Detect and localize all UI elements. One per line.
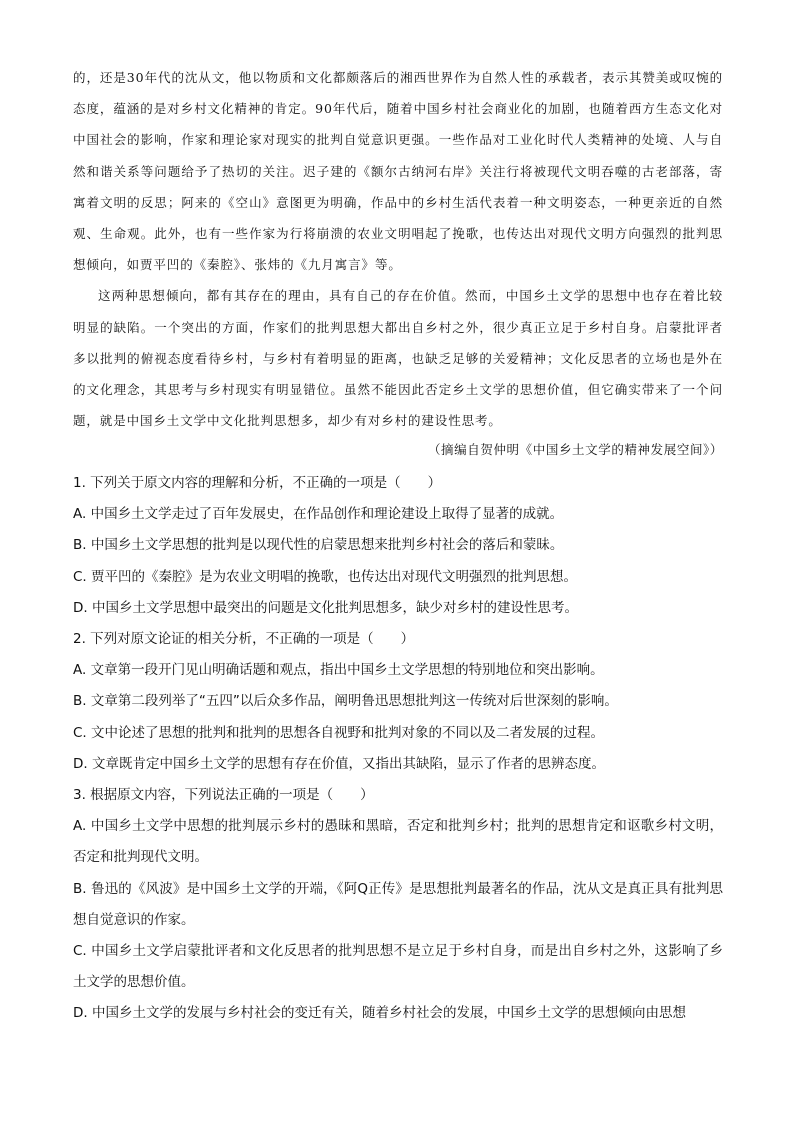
question-3-stem: 3. 根据原文内容，下列说法正确的一项是（ ） bbox=[73, 787, 374, 804]
question-2-option-c: C. 文中论述了思想的批判和批判的思想各自视野和批判对象的不同以及二者发展的过程。 bbox=[73, 724, 605, 741]
question-2-stem: 2. 下列对原文论证的相关分析，不正确的一项是（ ） bbox=[73, 631, 415, 648]
question-3-option-c: C. 中国乡土文学启蒙批评者和文化反思者的批判思想不是立足于乡村自身，而是出自乡村之外，这影响了乡土文学的思想价值。 bbox=[73, 943, 723, 991]
question-1-option-a: A. 中国乡土文学走过了百年发展史，在作品创作和理论建设上取得了显著的成就。 bbox=[73, 506, 564, 523]
reading-passage bbox=[73, 62, 723, 436]
question-1 bbox=[73, 468, 723, 624]
passage-source: （摘编自贺仲明《中国乡土文学的精神发展空间》） bbox=[427, 442, 723, 457]
passage-paragraph-1: 的，还是30年代的沈从文，他以物质和文化都颇落后的湘西世界作为自然人性的承载者，表示其赞美或叹惋的态度，蕴涵的是对乡村文化精神的肯定。90年代后，随着中国乡村社会商业化的加剧，也随着西方生态文化对中国社会的影响，作家和理论家对现实的批判自觉意识更强。一些作品对工业化时代人类精神的处境、人与自然和谐关系等问题给予了热切的关注。迟子建的《额尔古纳河右岸》关注行将被现代文明吞噬的古老部落，寄寓着文明的反思；阿来的《空山》意图更为明确，作品中的乡村生活代表着一种文明姿态，一种更亲近的自然观、生命观。此外，也有一些作家为行将崩溃的农业文明唱起了挽歌，也传达出对现代文明方向强烈的批判思想倾向，如贾平凹的《秦腔》、张炜的《九月寓言》等。 bbox=[73, 70, 723, 273]
question-1-option-b: B. 中国乡土文学思想的批判是以现代性的启蒙思想来批判乡村社会的落后和蒙昧。 bbox=[73, 537, 564, 554]
question-2-option-a: A. 文章第一段开门见山明确话题和观点，指出中国乡土文学思想的特别地位和突出影响。 bbox=[73, 662, 604, 679]
question-3-option-b: B. 鲁迅的《风波》是中国乡土文学的开端，《阿Q正传》是思想批判最著名的作品，沈从文是真正具有批判思想自觉意识的作家。 bbox=[73, 880, 723, 928]
question-1-option-c: C. 贾平凹的《秦腔》是为农业文明唱的挽歌，也传达出对现代文明强烈的批判思想。 bbox=[73, 568, 578, 585]
question-1-stem: 1. 下列关于原文内容的理解和分析，不正确的一项是（ ） bbox=[73, 475, 442, 491]
question-3-option-d: D. 中国乡土文学的发展与乡村社会的变迁有关，随着乡村社会的发展，中国乡土文学的思想倾向由思想 bbox=[73, 1005, 686, 1022]
question-3 bbox=[73, 780, 723, 1030]
passage-paragraph-2: 这两种思想倾向，都有其存在的理由，具有自己的存在价值。然而，中国乡土文学的思想中也存在着比较明显的缺陷。一个突出的方面，作家们的批判思想大都出自乡村之外，很少真正立足于乡村自身。启蒙批评者多以批判的俯视态度看待乡村，与乡村有着明显的距离，也缺乏足够的关爱精神；文化反思者的立场也是外在的文化理念，其思考与乡村现实有明显错位。虽然不能因此否定乡土文学的思想价值，但它确实带来了一个问题，就是中国乡土文学中文化批判思想多，却少有对乡村的建设性思考。 bbox=[73, 288, 723, 429]
question-2-option-b: B. 文章第二段列举了“五四”以后众多作品，阐明鲁迅思想批判这一传统对后世深刻的影响。 bbox=[73, 693, 618, 710]
question-1-option-d: D. 中国乡土文学思想中最突出的问题是文化批判思想多，缺少对乡村的建设性思考。 bbox=[73, 599, 578, 616]
question-list bbox=[73, 468, 723, 1030]
question-2 bbox=[73, 624, 723, 780]
question-2-option-d: D. 文章既肯定中国乡土文学的思想有存在价值，又指出其缺陷，显示了作者的思辨态度。 bbox=[73, 755, 605, 772]
question-3-option-a: A. 中国乡土文学中思想的批判展示乡村的愚昧和黑暗，否定和批判乡村；批判的思想肯定和讴歌乡村文明，否定和批判现代文明。 bbox=[73, 818, 723, 866]
